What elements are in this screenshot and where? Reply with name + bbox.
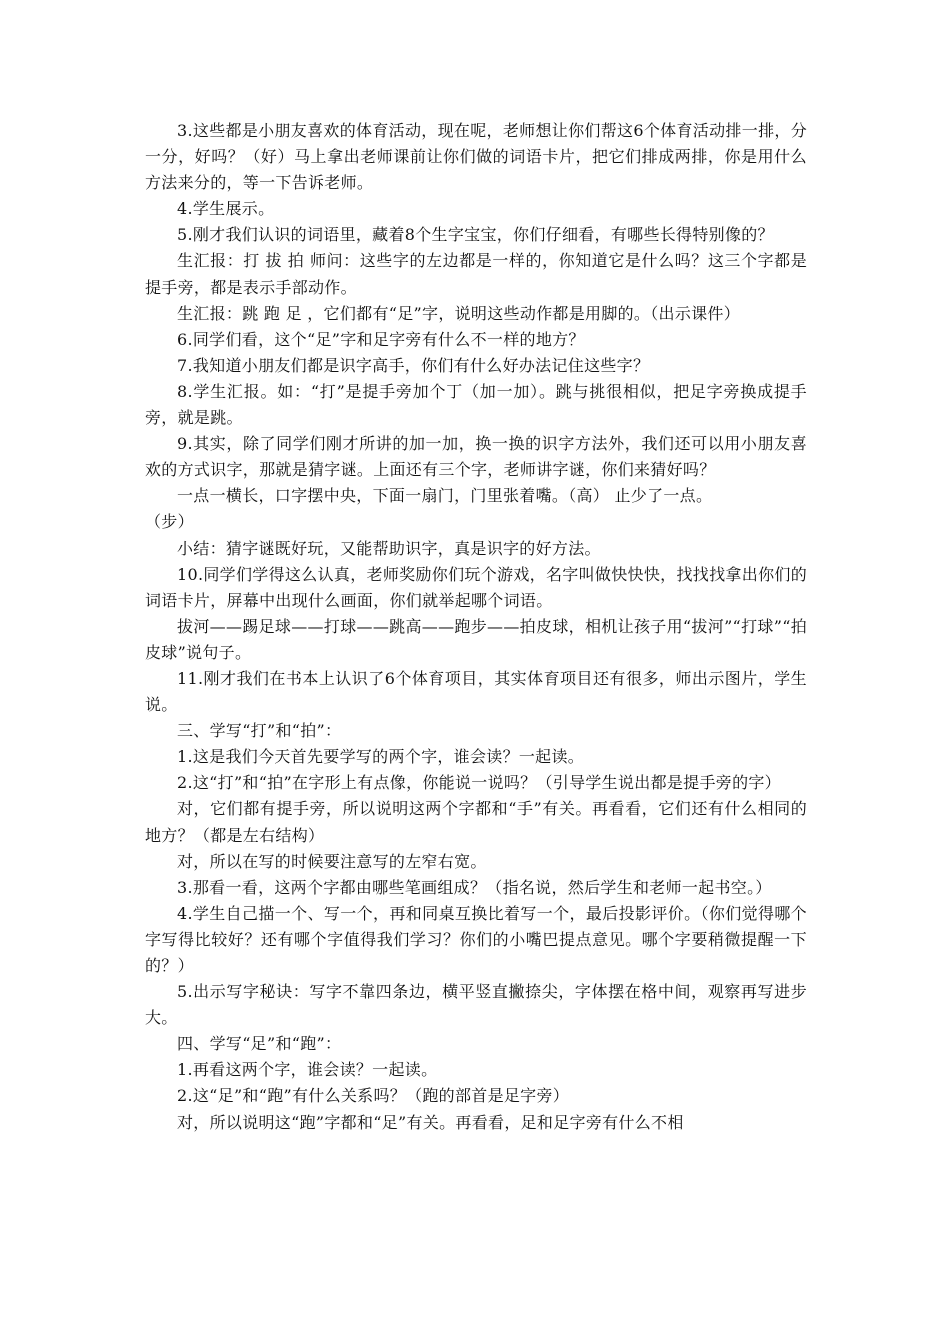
paragraph: 11.刚才我们在书本上认识了6个体育项目，其实体育项目还有很多，师出示图片，学生说。 (145, 668, 807, 715)
document-page (145, 118, 807, 1136)
paragraph: 生汇报：打 拔 拍 师问：这些字的左边都是一样的，你知道它是什么吗？这三个字都是提手旁，都是表示手部动作。 (145, 251, 807, 297)
paragraph: 1.这是我们今天首先要学写的两个字，谁会读？一起读。 (177, 747, 585, 767)
paragraph: （步） (145, 512, 194, 532)
paragraph: 4.学生展示。 (177, 199, 275, 219)
paragraph: 1.再看这两个字，谁会读？一起读。 (177, 1060, 438, 1080)
paragraph: 5.刚才我们认识的词语里，藏着8个生字宝宝，你们仔细看，有哪些长得特别像的？ (177, 225, 774, 245)
paragraph: 7.我知道小朋友们都是识字高手，你们有什么好办法记住这些字？ (177, 355, 650, 375)
paragraph: 对，所以在写的时候要注意写的左窄右宽。 (177, 851, 487, 871)
section-heading: 三、学写“打”和“拍”： (177, 721, 342, 741)
paragraph: 2.这“打”和“拍”在字形上有点像，你能说一说吗？（引导学生说出都是提手旁的字） (177, 773, 781, 793)
paragraph: 拔河——踢足球——打球——跳高——跑步——拍皮球，相机让孩子用“拔河”“打球”“拍皮球”说句子。 (145, 616, 807, 662)
paragraph: 6.同学们看，这个“足”字和足字旁有什么不一样的地方？ (177, 329, 585, 349)
paragraph: 对，它们都有提手旁，所以说明这两个字都和“手”有关。再看看，它们还有什么相同的地方？（都是左右结构） (145, 799, 807, 845)
paragraph: 5.出示写字秘诀：写字不靠四条边，横平竖直撇捺尖，字体摆在格中间，观察再写进步大。 (145, 982, 807, 1028)
paragraph: 3.那看一看，这两个字都由哪些笔画组成？（指名说，然后学生和老师一起书空。） (177, 877, 772, 897)
paragraph: 9.其实，除了同学们刚才所讲的加一加，换一换的识字方法外，我们还可以用小朋友喜欢的方式识字，那就是猜字谜。上面还有三个字，老师讲字谜，你们来猜好吗？ (145, 434, 807, 480)
paragraph: 一点一横长，口字摆中央，下面一扇门，门里张着嘴。（高） 止少了一点。 (177, 486, 713, 506)
paragraph: 小结：猜字谜既好玩，又能帮助识字，真是识字的好方法。 (177, 538, 601, 558)
paragraph: 8.学生汇报。如：“打”是提手旁加个丁（加一加）。跳与挑很相似，把足字旁换成提手旁，就是跳。 (145, 381, 807, 428)
paragraph: 对，所以说明这“跑”字都和“足”有关。再看看，足和足字旁有什么不相 (177, 1112, 684, 1132)
paragraph: 3.这些都是小朋友喜欢的体育活动，现在呢，老师想让你们帮这6个体育活动排一排，分一分，好吗？（好）马上拿出老师课前让你们做的词语卡片，把它们排成两排，你是用什么方法来分的，等一下告诉老师。 (145, 121, 807, 193)
paragraph: 4.学生自己描一个、写一个，再和同桌互换比着写一个，最后投影评价。（你们觉得哪个字写得比较好？还有哪个字值得我们学习？你们的小嘴巴提点意见。哪个字要稍微提醒一下的？） (145, 903, 807, 975)
paragraph: 2.这“足”和“跑”有什么关系吗？（跑的部首是足字旁） (177, 1086, 570, 1106)
paragraph: 生汇报：跳 跑 足 ，它们都有“足”字，说明这些动作都是用脚的。（出示课件） (177, 303, 741, 323)
section-heading: 四、学写“足”和“跑”： (177, 1034, 342, 1054)
paragraph: 10.同学们学得这么认真，老师奖励你们玩个游戏，名字叫做快快快，找找找拿出你们的词语卡片，屏幕中出现什么画面，你们就举起哪个词语。 (145, 564, 807, 610)
